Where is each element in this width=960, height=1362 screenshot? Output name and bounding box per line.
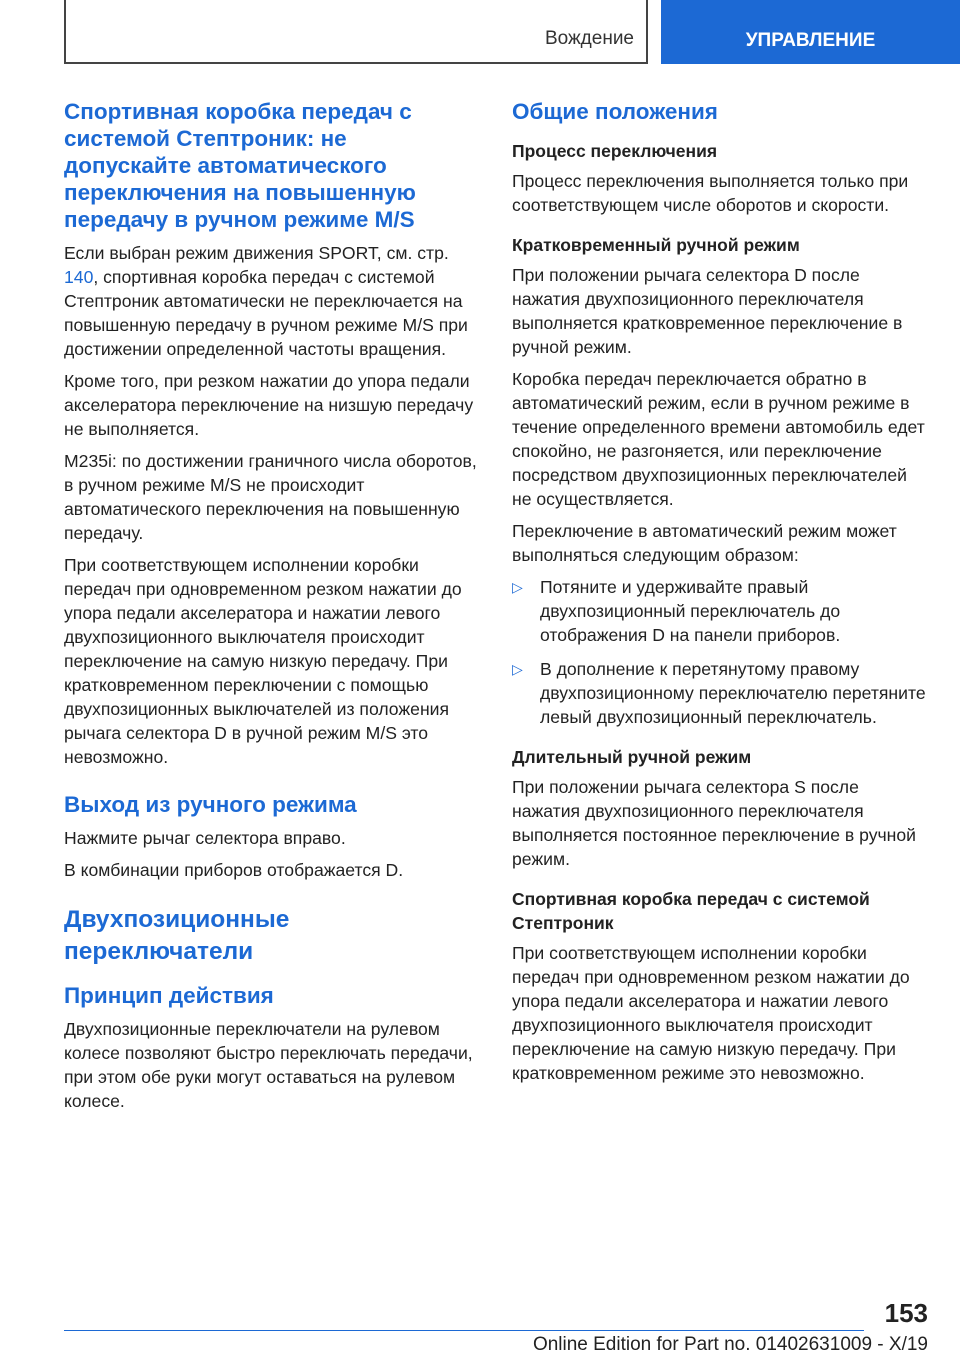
page-number: 153 xyxy=(884,1298,928,1328)
heading-paddles: Двухпозиционные переключатели xyxy=(64,906,290,965)
bullet-triangle-icon: ▷ xyxy=(512,579,523,595)
heading-long-manual: Длительный ручной режим xyxy=(512,747,752,767)
switch-auto-list xyxy=(512,575,930,729)
paragraph-principle: Двухпозиционные переключатели на рулевом колесе позволяют быстро переключать передачи, при этом обе руки могут оставаться на рулевом колесе. xyxy=(64,1019,473,1111)
header-section-label: Вождение xyxy=(544,28,634,49)
heading-short-manual: Кратковременный ручной режим xyxy=(512,235,800,255)
paragraph-display-d: В комбинации приборов отображается D. xyxy=(64,860,404,880)
heading-shift-process: Процесс переключения xyxy=(512,141,718,161)
paragraph-sport-mode-b: , спортивная коробка передач с системой Стептроник автоматически не переключается на повышенную передачу в ручном режиме M/S при достижении определенной частоты вращения. xyxy=(64,267,468,359)
paragraph-short-manual: При положении рычага селектора D после нажатия двухпозиционного переключателя выполняется кратковременное переключение в ручной режим. xyxy=(512,265,903,357)
right-column xyxy=(512,98,930,1093)
paragraph-m235i: M235i: по достижении граничного числа оборотов, в ручном режиме M/S не происходит автоматического переключения на повышенную передачу. xyxy=(64,451,477,543)
heading-exit-manual: Выход из ручного режима xyxy=(64,792,357,817)
bullet-triangle-icon: ▷ xyxy=(512,661,523,677)
footer-edition: Online Edition for Part no. 01402631009 - X/19 xyxy=(532,1334,928,1355)
paragraph-sport-mode xyxy=(64,241,478,361)
paragraph-switch-auto: Переключение в автоматический режим может выполняться следующим образом: xyxy=(512,521,897,565)
list-item: ▷ В дополнение к перетянутому правому двухпозиционному переключателю перетяните левый двухпозиционный переключатель. xyxy=(512,659,926,727)
header-section-box xyxy=(64,0,648,64)
page-link-140[interactable]: 140 xyxy=(64,267,94,287)
heading-general: Общие положения xyxy=(512,99,718,124)
paragraph-kickdown: При соответствующем исполнении коробки передач при одновременном резком нажатии до упора педали акселератора и нажатии левого двухпозиционного выключателя происходит переключение на самую низкую передачу. При кратковременном переключении с помощью двухпозиционных выключателей из положения рычага селектора D в ручной режим M/S это невозможно. xyxy=(64,555,462,767)
list-item: ▷ Потяните и удерживайте правый двухпозиционный переключатель до отображения D на панели приборов. xyxy=(512,577,841,645)
heading-principle: Принцип действия xyxy=(64,983,274,1008)
paragraph-sport-mode-a: Если выбран режим движения SPORT, см. стр. xyxy=(64,243,449,263)
paragraph-long-manual: При положении рычага селектора S после нажатия двухпозиционного переключателя выполняется постоянное переключение в ручной режим. xyxy=(512,777,917,869)
paragraph-push-selector: Нажмите рычаг селектора вправо. xyxy=(64,828,346,848)
header-chapter-tab[interactable]: УПРАВЛЕНИЕ xyxy=(661,0,960,64)
footer-divider xyxy=(64,1330,864,1331)
left-column xyxy=(64,98,478,1121)
heading-sport-no-upshift: Спортивная коробка передач с системой Стептроник: не допускайте автоматического переключения на повышенную передачу в ручном режиме M/S xyxy=(64,99,416,232)
paragraph-no-downshift: Кроме того, при резком нажатии до упора педали акселератора переключение на низшую передачу не выполняется. xyxy=(64,371,474,439)
paragraph-shift-process: Процесс переключения выполняется только при соответствующем числе оборотов и скорости. xyxy=(512,171,909,215)
heading-sport-steptronic: Спортивная коробка передач с системой Стептроник xyxy=(512,889,870,933)
paragraph-sport-steptronic: При соответствующем исполнении коробки передач при одновременном резком нажатии до упора педали акселератора и нажатии левого двухпозиционного выключателя происходит переключение на самую низкую передачу. При кратковременном режиме это невозможно. xyxy=(512,943,910,1083)
paragraph-return-auto: Коробка передач переключается обратно в автоматический режим, если в ручном режиме в течение определенного времени автомобиль едет спокойно, не разгоняется, или переключение посредством двухпозиционных переключателей не осуществляется. xyxy=(512,369,925,509)
